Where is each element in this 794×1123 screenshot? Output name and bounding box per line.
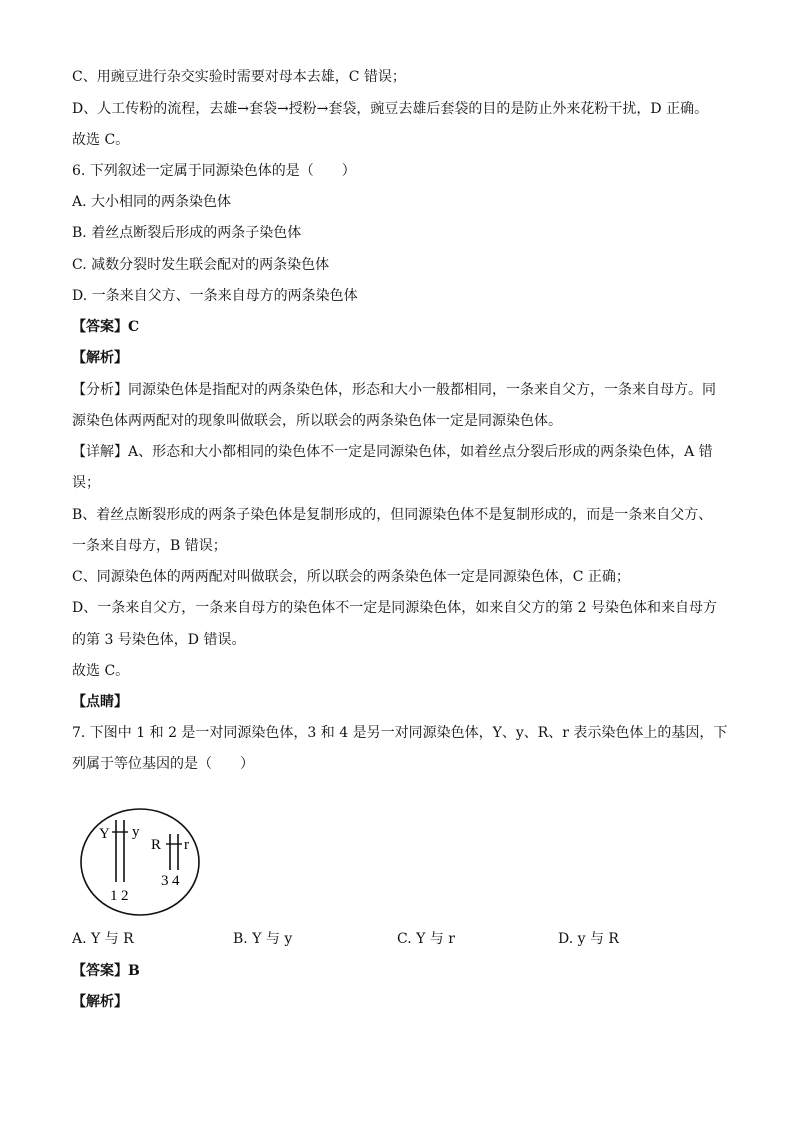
analysis-text: 【分析】同源染色体是指配对的两条染色体，形态和大小一般都相同，一条来自父方，一条来自母方。同 — [72, 382, 716, 398]
detail-text: D、一条来自父方，一条来自母方的染色体不一定是同源染色体，如来自父方的第 2 号染色体和来自母方 — [72, 600, 718, 616]
detail-text: 一条来自母方，B 错误； — [72, 538, 227, 554]
chromosome-diagram — [78, 806, 202, 918]
tip-heading: 【点睛】 — [72, 694, 128, 710]
text-line: D、人工传粉的流程，去雄→套袋→授粉→套袋，豌豆去雄后套袋的目的是防止外来花粉干扰，D 正确。 — [72, 101, 709, 117]
question-6-stem: 6. 下列叙述一定属于同源染色体的是（ ） — [72, 163, 356, 179]
chromosome-number-2: 2 — [121, 888, 129, 904]
analysis-heading: 【解析】 — [72, 350, 128, 366]
detail-text: B、着丝点断裂形成的两条子染色体是复制形成的，但同源染色体不是复制形成的，而是一条来自父方、 — [72, 507, 713, 523]
detail-text: 误； — [72, 475, 100, 491]
question-6-option-b: B. 着丝点断裂后形成的两条子染色体 — [72, 225, 302, 241]
question-7-option-c: C. Y 与 r — [397, 931, 455, 947]
question-6-option-d: D. 一条来自父方、一条来自母方的两条染色体 — [72, 288, 358, 304]
analysis-heading: 【解析】 — [72, 994, 128, 1010]
chromosome-number-4: 4 — [172, 873, 180, 889]
answer-label: 【答案】B — [72, 963, 140, 979]
chromosome-number-3: 3 — [161, 873, 169, 889]
text-line: C、用豌豆进行杂交实验时需要对母本去雄，C 错误； — [72, 69, 406, 85]
question-7-stem: 列属于等位基因的是（ ） — [72, 756, 254, 772]
detail-text: 的第 3 号染色体，D 错误。 — [72, 632, 246, 648]
chromosome-number-1: 1 — [110, 888, 118, 904]
gene-label-R: R — [151, 837, 162, 853]
question-6-option-c: C. 减数分裂时发生联会配对的两条染色体 — [72, 257, 330, 273]
question-7-stem: 7. 下图中 1 和 2 是一对同源染色体，3 和 4 是另一对同源染色体，Y、y、R、r 表示染色体上的基因，下 — [72, 725, 728, 741]
detail-text: C、同源染色体的两两配对叫做联会，所以联会的两条染色体一定是同源染色体，C 正确； — [72, 569, 630, 585]
gene-label-Y: Y — [99, 826, 110, 842]
question-7-option-b: B. Y 与 y — [233, 931, 293, 947]
gene-label-y: y — [132, 824, 140, 840]
cell-outline — [81, 809, 199, 915]
question-6-option-a: A. 大小相同的两条染色体 — [72, 194, 232, 210]
detail-text: 【详解】A、形态和大小都相同的染色体不一定是同源染色体，如着丝点分裂后形成的两条染色体，A 错 — [72, 444, 713, 460]
question-7-option-d: D. y 与 R — [558, 931, 619, 947]
gene-label-r: r — [184, 837, 189, 853]
answer-label: 【答案】C — [72, 319, 140, 335]
analysis-text: 源染色体两两配对的现象叫做联会，所以联会的两条染色体一定是同源染色体。 — [72, 413, 562, 429]
text-line: 故选 C。 — [72, 132, 130, 148]
question-7-option-a: A. Y 与 R — [72, 931, 134, 947]
detail-text: 故选 C。 — [72, 663, 130, 679]
